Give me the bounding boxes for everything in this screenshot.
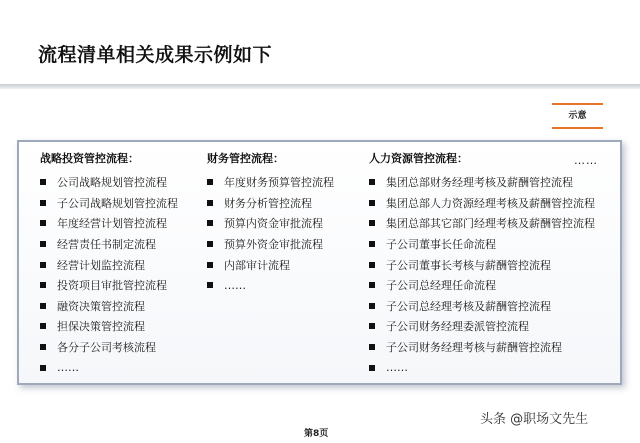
square-bullet-icon [207,179,213,185]
list-item-label: 年度经营计划管控流程 [57,217,167,231]
list-item [207,172,334,193]
square-bullet-icon [40,262,46,268]
list-item-label: 各分子公司考核流程 [57,341,156,355]
list-item-label: 年度财务预算管控流程 [224,176,334,190]
square-bullet-icon [207,220,213,226]
list-item [40,296,178,317]
watermark: 头条 @职场文先生 [480,412,589,427]
list-item-label: 子公司战略规划管控流程 [57,196,178,210]
page-title: 流程清单相关成果示例如下 [38,44,273,66]
square-bullet-icon [207,262,213,268]
list-item [369,234,595,255]
square-bullet-icon [40,303,46,309]
square-bullet-icon [369,282,375,288]
list-item-label: 内部审计流程 [224,258,290,272]
square-bullet-icon [369,323,375,329]
list-item-label: 集团总部人力资源经理考核及薪酬管控流程 [386,196,595,210]
process-list [207,172,334,296]
list-item [40,213,178,234]
list-item [207,234,334,255]
title-divider [0,84,640,89]
square-bullet-icon [40,220,46,226]
column-strategy-investment [40,150,178,378]
square-bullet-icon [369,344,375,350]
square-bullet-icon [369,303,375,309]
square-bullet-icon [40,200,46,206]
list-item [369,357,595,378]
list-item [207,193,334,214]
list-item-label: …… [386,361,408,375]
list-item-label: 经营责任书制定流程 [57,238,156,252]
square-bullet-icon [40,344,46,350]
square-bullet-icon [369,365,375,371]
square-bullet-icon [369,220,375,226]
column-header: 财务管控流程： [207,152,284,165]
list-item [40,172,178,193]
square-bullet-icon [40,365,46,371]
list-item-label: 预算内资金审批流程 [224,217,323,231]
list-item-label: 子公司董事长考核与薪酬管控流程 [386,258,551,272]
list-item [369,275,595,296]
list-item-label: 公司战略规划管控流程 [57,176,167,190]
square-bullet-icon [369,179,375,185]
list-item [40,275,178,296]
list-item-label: 预算外资金审批流程 [224,238,323,252]
list-item [369,213,595,234]
process-list [369,172,595,378]
list-item-label: …… [224,278,246,292]
list-item [369,337,595,358]
list-item [40,193,178,214]
list-item-label: 子公司总经理任命流程 [386,279,496,293]
list-item [207,213,334,234]
column-finance [207,150,334,296]
more-indicator: …… [574,154,598,167]
example-badge: 示意 [552,103,603,129]
list-item-label: 投资项目审批管控流程 [57,279,167,293]
list-item-label: 财务分析管控流程 [224,196,312,210]
list-item-label: …… [57,361,79,375]
column-header: 人力资源管控流程： [369,152,468,165]
column-header: 战略投资管控流程： [40,152,139,165]
list-item [40,254,178,275]
square-bullet-icon [207,241,213,247]
square-bullet-icon [207,282,213,288]
list-item-label: 子公司总经理考核及薪酬管控流程 [386,299,551,313]
list-item-label: 集团总部其它部门经理考核及薪酬管控流程 [386,217,595,231]
list-item [369,296,595,317]
list-item-label: 融资决策管控流程 [57,299,145,313]
list-item [207,254,334,275]
list-item-label: 子公司财务经理考核与薪酬管控流程 [386,341,562,355]
square-bullet-icon [40,179,46,185]
list-item [369,172,595,193]
list-item [40,316,178,337]
square-bullet-icon [369,262,375,268]
list-item [369,316,595,337]
square-bullet-icon [369,241,375,247]
list-item [207,275,334,296]
list-item [40,234,178,255]
process-list [40,172,178,378]
list-item [369,193,595,214]
list-item-label: 子公司财务经理委派管控流程 [386,320,529,334]
column-human-resources [369,150,595,378]
page-number: 第8页 [304,429,329,439]
square-bullet-icon [369,200,375,206]
list-item-label: 担保决策管控流程 [57,320,145,334]
list-item-label: 集团总部财务经理考核及薪酬管控流程 [386,176,573,190]
square-bullet-icon [40,323,46,329]
list-item-label: 经营计划监控流程 [57,258,145,272]
square-bullet-icon [40,282,46,288]
list-item-label: 子公司董事长任命流程 [386,238,496,252]
square-bullet-icon [207,200,213,206]
square-bullet-icon [40,241,46,247]
list-item [369,254,595,275]
list-item [40,357,178,378]
list-item [40,337,178,358]
